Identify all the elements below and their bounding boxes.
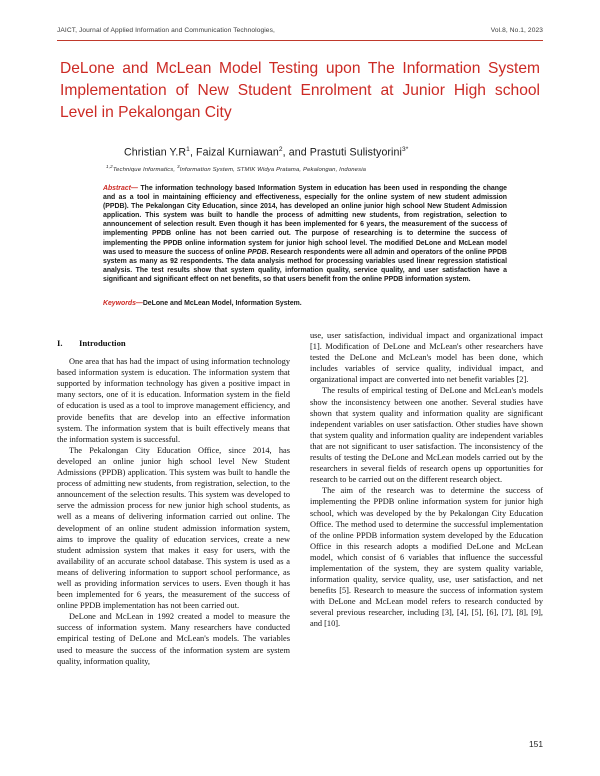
paragraph: One area that has had the impact of using information technology based information system is education. The information system that supported by information technology has given a positive impact in many sectors, one of it is education. Information system in the field of education is used as a tool to improve management efficiency, and provide benefits that are develop into an effective information system. The information system that is built effectively means that the information system is successful.: [57, 357, 290, 444]
running-head-right: Vol.8, No.1, 2023: [490, 27, 543, 34]
keywords-label: Keywords—: [103, 300, 143, 307]
affiliation-sup-1: 1,2: [106, 164, 113, 169]
keywords-text: DeLone and McLean Model, Information System.: [142, 300, 302, 307]
author-sup-3: 3*: [401, 146, 409, 153]
affiliation-sup-2: 3: [176, 164, 180, 169]
author-name-1: Christian Y.R: [124, 146, 187, 159]
right-column: [310, 330, 543, 745]
author-name-2: Faizal Kurniawan: [196, 146, 279, 159]
paragraph: The aim of the research was to determine the success of implementing the PPDB online information system for junior high school, which was developed by the by Pekalongan City Education Office. The method used to determine the successful implementation of the online PPDB information system developed by the Education Office in this research adopts a modified DeLone and McLean model, which consist of 6 variables that influence the successful implementation of the system, they are system quality variable, information quality, service quality, use, user satisfaction, and net benefits [5]. Research to measure the success of information system with DeLone and McLean model refers to research conducted by several previous researcher, including [3], [4], [5], [6], [7], [8], [9], and [10].: [310, 486, 543, 629]
page-number: 151: [529, 739, 543, 749]
author-sup-1: 1: [186, 146, 190, 153]
page-title: DeLone and McLean Model Testing upon The Information System Implementation of New Student Enrolment at Junior High school Level in Pekalongan City: [60, 60, 540, 121]
abstract-text-tail: . Research respondents were all admin and operators of the online PPDB system as many as 92 respondents. The data analysis method for processing variables used linear regression statistical analysis. The test results show that system quality, information quality, service quality, and user satisfaction have a significant and significant effect on net benefits, so that users benefit from the online PPDB information system.: [103, 248, 507, 283]
abstract-text: The information technology based Information System in education has been used in responding the change and as a tool in maintaining efficiency and effectiveness, especially for the online system of new student admission (PPDB). The Pekalongan City Education, since 2014, has developed an online junior high school New Student Admission application. This system was built to handle the process of admitting new students, from registration, selection to announcement of selection result. Even though it has been implemented for 6 years, the measurement of the success of implementing PPDB online has not been carried out. The purpose of researching is to determine the success of implementing the PPDB online information system for junior high school level. The modified DeLone and McLean model was used to measure the success of online: [103, 185, 507, 256]
affiliation-text-2: Information System, STMIK Widya Pratama, Pekalongan, Indonesia: [179, 166, 367, 173]
section-title: Introduction: [79, 338, 126, 348]
paragraph: The Pekalongan City Education Office, since 2014, has developed an online junior high school level New Student Admissions (PPDB) application. This system was built to handle the process of admitting new students, from registration, selection, to the announcement of the selection results. This system was developed to serve the admission process for new junior high school students, as well as a means of delivering information carried out online. The development of an online student admission information system, aims to improve the quality of education services, create a new student admission system that makes it easy for users, with the availability of an accurate school database. This system is used as a means of delivering information to support school performance, as well as providing information services to users. Even though it has been implemented for 6 years, the measurement of the success of online PPDB implementation has not been carried out.: [57, 445, 290, 611]
author-separator-1: ,: [189, 146, 197, 159]
abstract-text-italic: PPDB: [247, 248, 267, 256]
body-columns: [57, 330, 543, 745]
section-heading-introduction: [57, 338, 290, 349]
running-head-left: JAICT, Journal of Applied Information and Communication Technologies,: [57, 27, 275, 34]
author-name-3: Prastuti Sulistyorini: [309, 146, 402, 159]
paragraph: The results of empirical testing of DeLone and McLean's models show the inconsistency between one another. Several studies have shown that system quality and information quality are significant independent variables on user satisfaction. Other studies have shown that system quality and information quality are independent variables that are not significant to user satisfaction. The inconsistency of the results of testing the DeLone and McLean models carried out by the researchers in several fields of research opens up opportunities for research to be carried out on the different research object.: [310, 386, 543, 485]
author-list: [124, 146, 519, 159]
affiliation-line: [106, 164, 526, 173]
paragraph: use, user satisfaction, individual impact and organizational impact [1]. Modification of DeLone and McLean's other researchers have tested the DeLone and McLean's model has been done, which includes variables of service quality, individual impact, and organizational impact are converted into net benefit variables [2].: [310, 331, 543, 385]
paragraph: DeLone and McLean in 1992 created a model to measure the success of information system. Many researchers have conducted empirical testing of DeLone and McLean's models. The variables used to measure the success of the information system are system quality, information quality,: [57, 612, 290, 666]
affiliation-text-1: Technique Informatics,: [112, 166, 177, 173]
section-number: I.: [57, 338, 63, 348]
abstract-block: [103, 184, 507, 284]
abstract-label: Abstract—: [103, 185, 138, 192]
header-rule: [57, 40, 543, 41]
left-column: [57, 330, 290, 745]
author-separator-2: , and: [282, 146, 310, 159]
author-sup-2: 2: [278, 146, 283, 153]
running-head: [57, 27, 543, 34]
keywords-block: [103, 299, 507, 308]
